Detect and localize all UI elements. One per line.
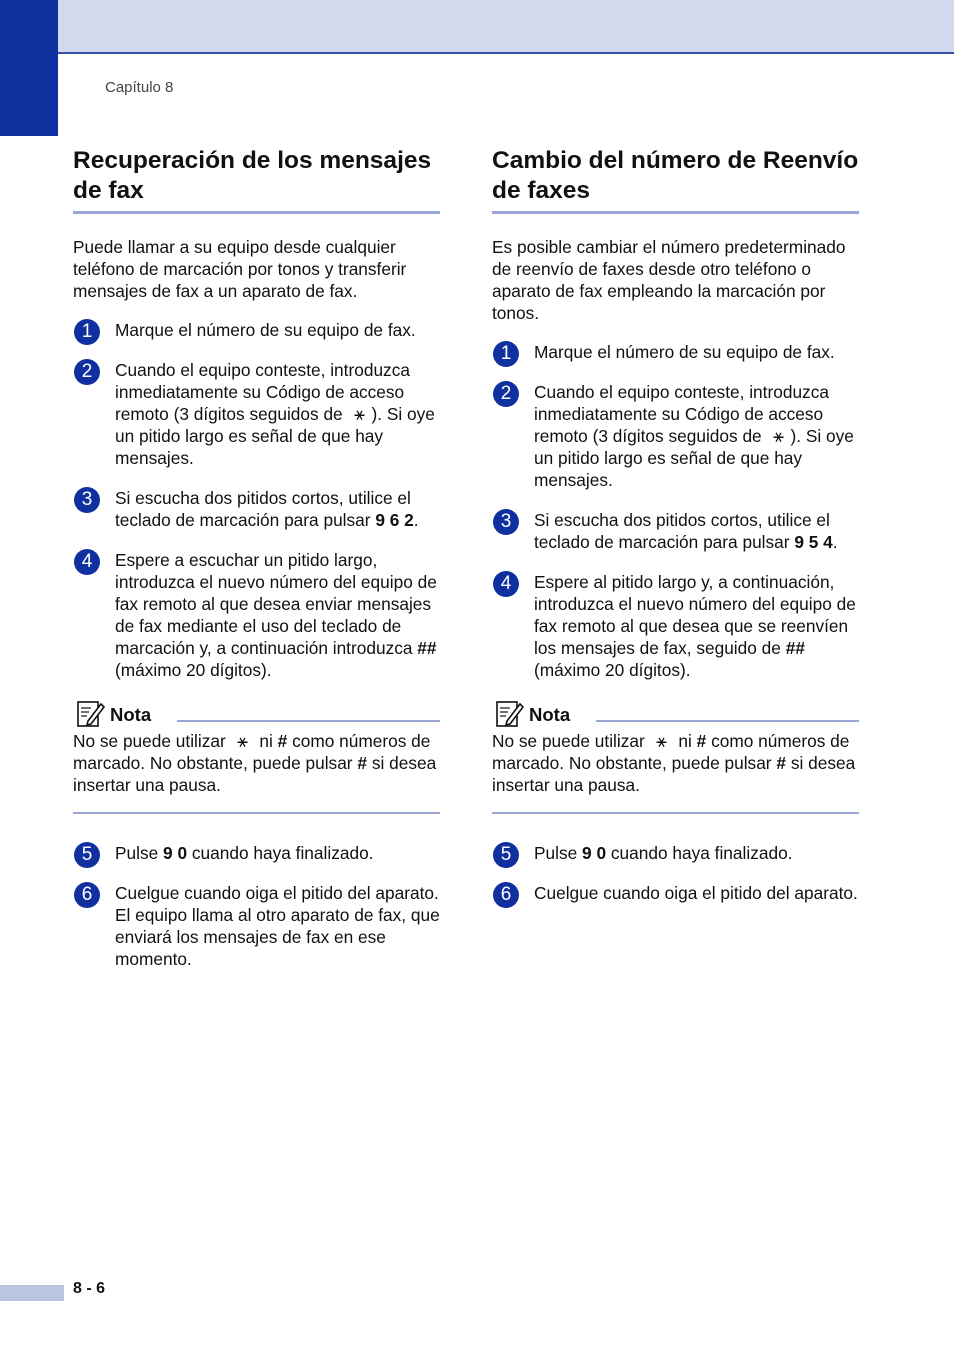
step-number: 2 [493,381,519,407]
intro-paragraph: Es posible cambiar el número predeterminado de reenvío de faxes desde otro teléfono o aparato de fax empleando la marcación por tonos. [492,237,846,323]
step-6 [73,882,440,970]
chapter-label: Capítulo 8 [105,79,174,96]
step-number: 1 [74,319,100,345]
divider [177,720,440,722]
step-text: Cuelgue cuando oiga el pitido del aparato. El equipo llama al otro aparato de fax, que enviará los mensajes de fax en ese momento. [115,883,440,969]
key-code: # [776,753,786,773]
intro-paragraph: Puede llamar a su equipo desde cualquier teléfono de marcación por tonos y transferir mensajes de fax a un aparato de fax. [73,237,407,301]
note-header [73,699,440,729]
step-number: 2 [74,359,100,385]
step-text: . [413,510,419,530]
note-header [492,699,859,729]
step-3 [73,487,440,531]
asterisk-key-icon: ⚹ [656,731,667,751]
step-text: cuando haya finalizado. [191,843,374,863]
note-pencil-icon [495,699,525,729]
left-column [73,146,440,970]
key-code: 9 6 2 [375,510,414,530]
section-title: Cambio del número de Reenvío de faxes [492,146,859,214]
step-text: Pulse [534,843,578,863]
step-text: Cuelgue cuando oiga el pitido del aparato. [534,883,858,903]
note-box [492,699,859,814]
note-title: Nota [110,704,152,725]
key-code: ## [785,638,805,658]
step-text: Pulse [115,843,159,863]
step-text: Espere a escuchar un pitido largo, introduzca el nuevo número del equipo de fax remoto al que desea enviar mensajes de fax mediante el uso del teclado de marcación y, a continuación introduzca [115,550,437,658]
step-number: 1 [493,341,519,367]
right-column [492,146,859,904]
step-text: ). Si oye un pitido largo es señal de que hay mensajes. [115,404,435,468]
note-text-part: como números de marcado. No obstante, puede pulsar [73,731,431,773]
step-number: 3 [74,487,100,513]
note-text-part: si desea insertar una pausa. [73,753,437,795]
key-code: 9 0 [163,843,188,863]
note-text-part: ni [259,731,273,751]
page-number: 8 - 6 [73,1280,106,1297]
step-text: . [832,532,838,552]
step-text: Espere al pitido largo y, a continuación, introduzca el nuevo número del equipo de fax remoto al que desea que se reenvíen los mensajes de fax, seguido de [534,572,856,658]
step-text: Marque el número de su equipo de fax. [115,320,416,340]
section-title: Recuperación de los mensajes de fax [73,146,440,214]
step-2 [492,381,859,491]
step-4 [492,571,859,681]
note-text [73,730,440,814]
step-6 [492,882,859,904]
step-2 [73,359,440,469]
note-text-part: No se puede utilizar [73,731,226,751]
step-4 [73,549,440,681]
key-code: ## [417,638,437,658]
step-text: (máximo 20 dígitos). [534,660,691,680]
key-code: 9 5 4 [794,532,833,552]
step-number: 6 [493,882,519,908]
note-text-part: si desea insertar una pausa. [492,753,856,795]
chapter-tab [0,0,58,136]
header-band [0,0,954,54]
key-code: 9 0 [582,843,607,863]
divider [596,720,859,722]
step-text: (máximo 20 dígitos). [115,660,272,680]
step-text: Si escucha dos pitidos cortos, utilice el teclado de marcación para pulsar [115,488,411,530]
step-text: ). Si oye un pitido largo es señal de que hay mensajes. [534,426,854,490]
step-5 [73,842,440,864]
step-number: 5 [74,842,100,868]
note-title: Nota [529,704,571,725]
step-1 [73,319,440,341]
step-text: Si escucha dos pitidos cortos, utilice el teclado de marcación para pulsar [534,510,830,552]
step-text: Cuando el equipo conteste, introduzca inmediatamente su Código de acceso remoto (3 dígitos seguidos de [534,382,829,446]
note-box [73,699,440,814]
step-text: Cuando el equipo conteste, introduzca inmediatamente su Código de acceso remoto (3 dígitos seguidos de [115,360,410,424]
step-number: 3 [493,509,519,535]
step-text: Marque el número de su equipo de fax. [534,342,835,362]
asterisk-key-icon: ⚹ [354,404,365,424]
asterisk-key-icon: ⚹ [773,426,784,446]
note-text-part: ni [678,731,692,751]
step-number: 4 [74,549,100,575]
key-code: # [357,753,367,773]
step-number: 6 [74,882,100,908]
note-pencil-icon [76,699,106,729]
step-3 [492,509,859,553]
note-text [492,730,859,814]
footer-band [0,1285,64,1301]
step-5 [492,842,859,864]
note-text-part: No se puede utilizar [492,731,645,751]
step-number: 4 [493,571,519,597]
asterisk-key-icon: ⚹ [237,731,248,751]
step-text: cuando haya finalizado. [610,843,793,863]
key-code: # [277,731,288,751]
step-number: 5 [493,842,519,868]
step-1 [492,341,859,363]
note-text-part: como números de marcado. No obstante, puede pulsar [492,731,850,773]
key-code: # [696,731,707,751]
